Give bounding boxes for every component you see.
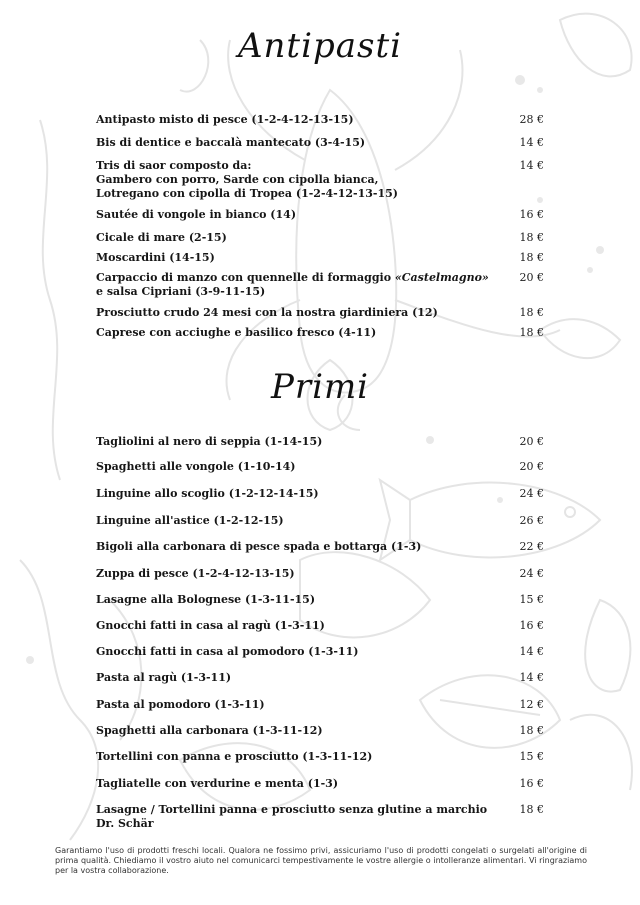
menu-item	[96, 803, 544, 831]
menu-item-name	[96, 698, 496, 712]
menu-item-price: 16 €	[519, 619, 544, 632]
menu-item-price: 14 €	[519, 136, 544, 149]
menu-item-line: Antipasto misto di pesce (1-2-4-12-13-15)	[96, 113, 354, 126]
menu-item	[96, 271, 544, 299]
menu-item-price: 20 €	[519, 271, 544, 284]
menu-item	[96, 619, 544, 633]
menu-item-price: 18 €	[519, 724, 544, 737]
menu-item-price: 14 €	[519, 159, 544, 172]
menu-item	[96, 671, 544, 685]
menu-item	[96, 514, 544, 528]
menu-item-name	[96, 326, 496, 340]
menu-item-price: 24 €	[519, 567, 544, 580]
menu-item-price: 26 €	[519, 514, 544, 527]
menu-item-line: Gnocchi fatti in casa al pomodoro (1-3-11)	[96, 645, 359, 658]
section-title-primi: Primi	[270, 367, 370, 407]
menu-item-line: Linguine allo scoglio (1-2-12-14-15)	[96, 487, 319, 500]
menu-item-name	[96, 306, 496, 320]
menu-item	[96, 645, 544, 659]
menu-item-price: 16 €	[519, 208, 544, 221]
menu-item	[96, 750, 544, 764]
menu-item	[96, 487, 544, 501]
menu-item-name	[96, 593, 496, 607]
menu-item-line: Prosciutto crudo 24 mesi con la nostra giardiniera (12)	[96, 306, 438, 319]
menu-item	[96, 251, 544, 265]
menu-item	[96, 208, 544, 222]
menu-item-line: Spaghetti alle vongole (1-10-14)	[96, 460, 296, 473]
menu-item-price: 16 €	[519, 777, 544, 790]
menu-item-line: Pasta al ragù (1-3-11)	[96, 671, 232, 684]
menu-item	[96, 593, 544, 607]
menu-item-name	[96, 671, 496, 685]
menu-item-name	[96, 777, 496, 791]
menu-item-price: 14 €	[519, 645, 544, 658]
menu-item	[96, 326, 544, 340]
menu-item-name	[96, 750, 496, 764]
menu-item-price: 15 €	[519, 750, 544, 763]
menu-item-price: 18 €	[519, 231, 544, 244]
menu-item-name	[96, 159, 496, 201]
menu-item-name	[96, 271, 496, 299]
menu-item-price: 22 €	[519, 540, 544, 553]
menu-item-line: Tagliatelle con verdurine e menta (1-3)	[96, 777, 339, 790]
menu-item-line: Gnocchi fatti in casa al ragù (1-3-11)	[96, 619, 325, 632]
menu-item-name	[96, 803, 496, 831]
menu-item-price: 18 €	[519, 326, 544, 339]
menu-item-line: Sautée di vongole in bianco (14)	[96, 208, 297, 221]
footer-note: Garantiamo l'uso di prodotti freschi locali. Qualora ne fossimo privi, assicuriamo l'uso di prodotti congelati o surgelati all'origine di prima qualità. Chiediamo il vostro aiuto nel comunicarci tempestivamente le vostre allergie o intolleranze alimentari. Vi ringraziamo per la vostra collaborazione.	[55, 846, 587, 875]
menu-item-name	[96, 136, 496, 150]
menu-item	[96, 724, 544, 738]
menu-item-line: Tris di saor composto da:	[96, 159, 252, 172]
menu-item-line: Cicale di mare (2-15)	[96, 231, 227, 244]
menu-item-name	[96, 540, 496, 554]
menu-item-line: Lasagne / Tortellini panna e prosciutto senza glutine a marchio Dr. Schär	[96, 803, 488, 830]
menu-item	[96, 698, 544, 712]
menu-item	[96, 777, 544, 791]
menu-item-line: Pasta al pomodoro (1-3-11)	[96, 698, 265, 711]
menu-item	[96, 159, 544, 201]
menu-item	[96, 136, 544, 150]
menu-item-price: 18 €	[519, 306, 544, 319]
menu-item-line: Tagliolini al nero di seppia (1-14-15)	[96, 435, 323, 448]
menu-item-line: e salsa Cipriani (3-9-11-15)	[96, 285, 266, 298]
menu-item-name	[96, 724, 496, 738]
menu-item-line: Bigoli alla carbonara di pesce spada e bottarga (1-3)	[96, 540, 422, 553]
menu-item-name	[96, 113, 496, 127]
menu-item-price: 15 €	[519, 593, 544, 606]
menu-item-price: 12 €	[519, 698, 544, 711]
menu-item-name	[96, 567, 496, 581]
menu-item	[96, 540, 544, 554]
menu-item-line: Lotregano con cipolla di Tropea (1-2-4-12-13-15)	[96, 187, 398, 200]
menu-item-name	[96, 645, 496, 659]
menu-item-name	[96, 619, 496, 633]
menu-item-line: Moscardini (14-15)	[96, 251, 215, 264]
menu-item-name	[96, 435, 496, 449]
menu-item-price: 18 €	[519, 803, 544, 816]
menu-item	[96, 113, 544, 127]
menu-item-price: 28 €	[519, 113, 544, 126]
menu-item	[96, 567, 544, 581]
menu-item-line: Linguine all'astice (1-2-12-15)	[96, 514, 284, 527]
menu-item	[96, 306, 544, 320]
menu-item-name	[96, 514, 496, 528]
menu-item-line: Carpaccio di manzo con quennelle di formaggio «Castelmagno»	[96, 271, 489, 284]
menu-item-line: Spaghetti alla carbonara (1-3-11-12)	[96, 724, 323, 737]
menu-item-price: 18 €	[519, 251, 544, 264]
menu-item-name	[96, 460, 496, 474]
menu-item-line: Gambero con porro, Sarde con cipolla bianca,	[96, 173, 379, 186]
menu-item-price: 14 €	[519, 671, 544, 684]
menu-item-line: Tortellini con panna e prosciutto (1-3-11-12)	[96, 750, 373, 763]
menu-item-name	[96, 487, 496, 501]
menu-item-price: 20 €	[519, 460, 544, 473]
menu-item-name	[96, 208, 496, 222]
menu-item-line: Caprese con acciughe e basilico fresco (4-11)	[96, 326, 377, 339]
menu-item-line: Lasagne alla Bolognese (1-3-11-15)	[96, 593, 316, 606]
menu-item-line: Zuppa di pesce (1-2-4-12-13-15)	[96, 567, 295, 580]
menu-item-price: 24 €	[519, 487, 544, 500]
menu-item	[96, 460, 544, 474]
section-title-antipasti: Antipasti	[237, 26, 402, 66]
menu-item	[96, 231, 544, 245]
menu-item-name	[96, 231, 496, 245]
menu-item-price: 20 €	[519, 435, 544, 448]
menu-item-line: Bis di dentice e baccalà mantecato (3-4-15)	[96, 136, 366, 149]
menu-item-name	[96, 251, 496, 265]
menu-item	[96, 435, 544, 449]
